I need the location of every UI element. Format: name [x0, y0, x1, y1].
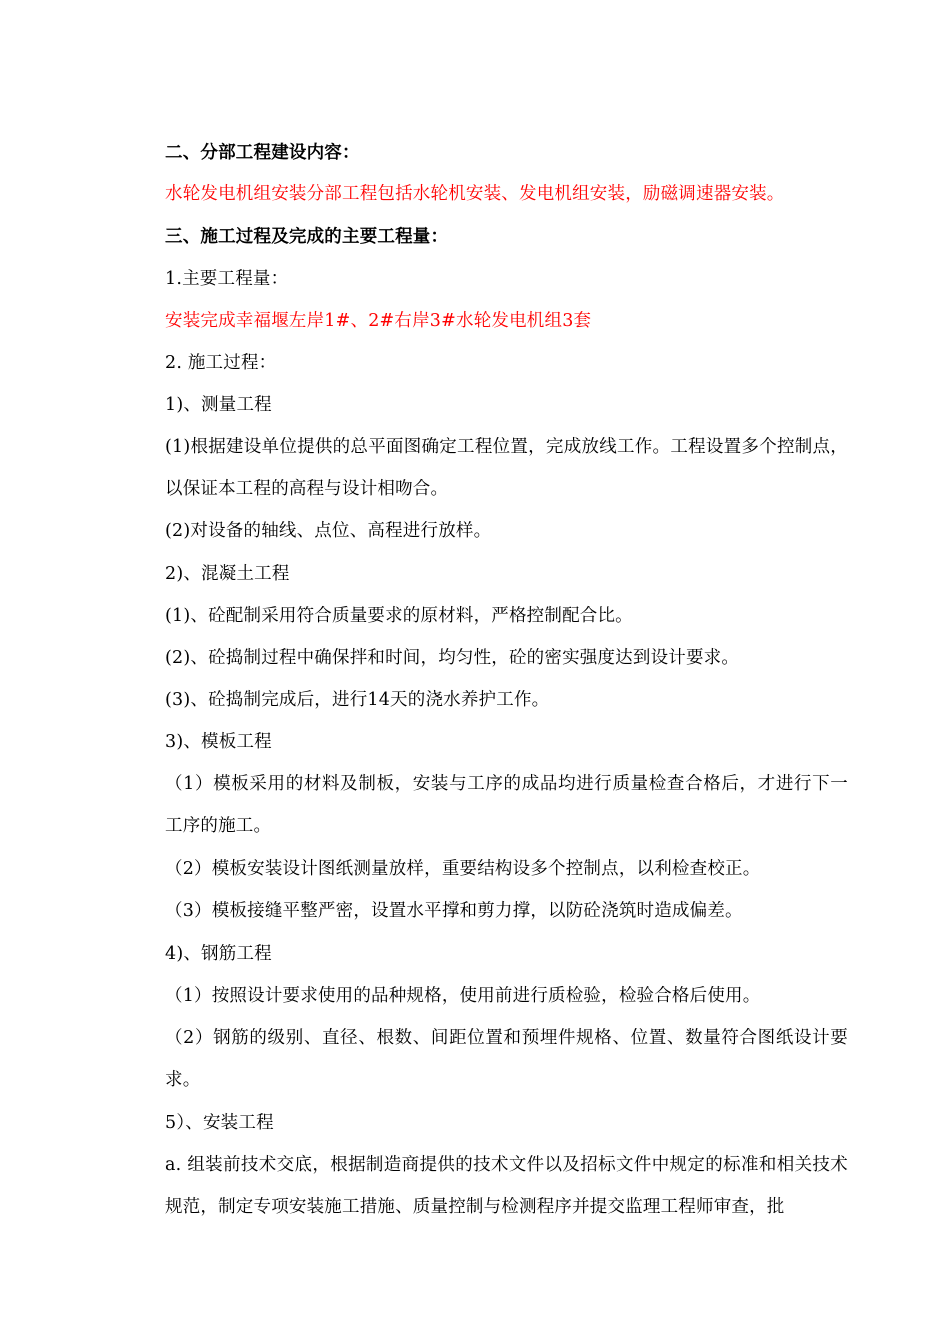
section-2-heading: 二、分部工程建设内容：	[165, 143, 360, 163]
sub-5-paragraph-1: a. 组装前技术交底，根据制造商提供的技术文件以及招标文件中规定的标准和相关技术规范，制定专项安装施工措施、质量控制与检测程序并提交监理工程师审查，批	[165, 1155, 848, 1217]
section-2-body: 水轮发电机组安装分部工程包括水轮机安装、发电机组安装，励磁调速器安装。	[165, 184, 785, 204]
sub-4-paragraph-2: （2）钢筋的级别、直径、根数、间距位置和预埋件规格、位置、数量符合图纸设计要求。	[165, 1028, 848, 1090]
section-3-heading: 三、施工过程及完成的主要工程量：	[165, 227, 449, 247]
item-1-body: 安装完成幸福堰左岸1#、2#右岸3#水轮发电机组3套	[165, 311, 592, 331]
sub-2-paragraph-1: (1)、砼配制采用符合质量要求的原材料，严格控制配合比。	[165, 606, 633, 626]
sub-3-paragraph-1: （1）模板采用的材料及制板，安装与工序的成品均进行质量检查合格后，才进行下一工序的施工。	[165, 774, 848, 836]
sub-3-paragraph-2: （2）模板安装设计图纸测量放样，重要结构设多个控制点，以利检查校正。	[165, 859, 761, 879]
item-1-title: 1.主要工程量：	[165, 269, 289, 289]
sub-5-title: 5）、安装工程	[165, 1113, 274, 1133]
sub-1-title: 1)、测量工程	[165, 395, 272, 415]
sub-4-title: 4)、钢筋工程	[165, 944, 272, 964]
sub-2-paragraph-3: (3)、砼捣制完成后，进行14天的浇水养护工作。	[165, 690, 550, 710]
sub-1-paragraph-2: (2)对设备的轴线、点位、高程进行放样。	[165, 521, 492, 541]
sub-2-title: 2)、混凝土工程	[165, 564, 290, 584]
sub-4-paragraph-1: （1）按照设计要求使用的品种规格，使用前进行质检验，检验合格后使用。	[165, 986, 761, 1006]
sub-1-paragraph-1: (1)根据建设单位提供的总平面图确定工程位置，完成放线工作。工程设置多个控制点，以保证本工程的高程与设计相吻合。	[165, 437, 848, 499]
sub-3-paragraph-3: （3）模板接缝平整严密，设置水平撑和剪力撑，以防砼浇筑时造成偏差。	[165, 901, 743, 921]
sub-3-title: 3)、模板工程	[165, 732, 272, 752]
sub-2-paragraph-2: (2)、砼捣制过程中确保拌和时间，均匀性，砼的密实强度达到设计要求。	[165, 648, 740, 668]
item-2-title: 2. 施工过程：	[165, 353, 277, 373]
